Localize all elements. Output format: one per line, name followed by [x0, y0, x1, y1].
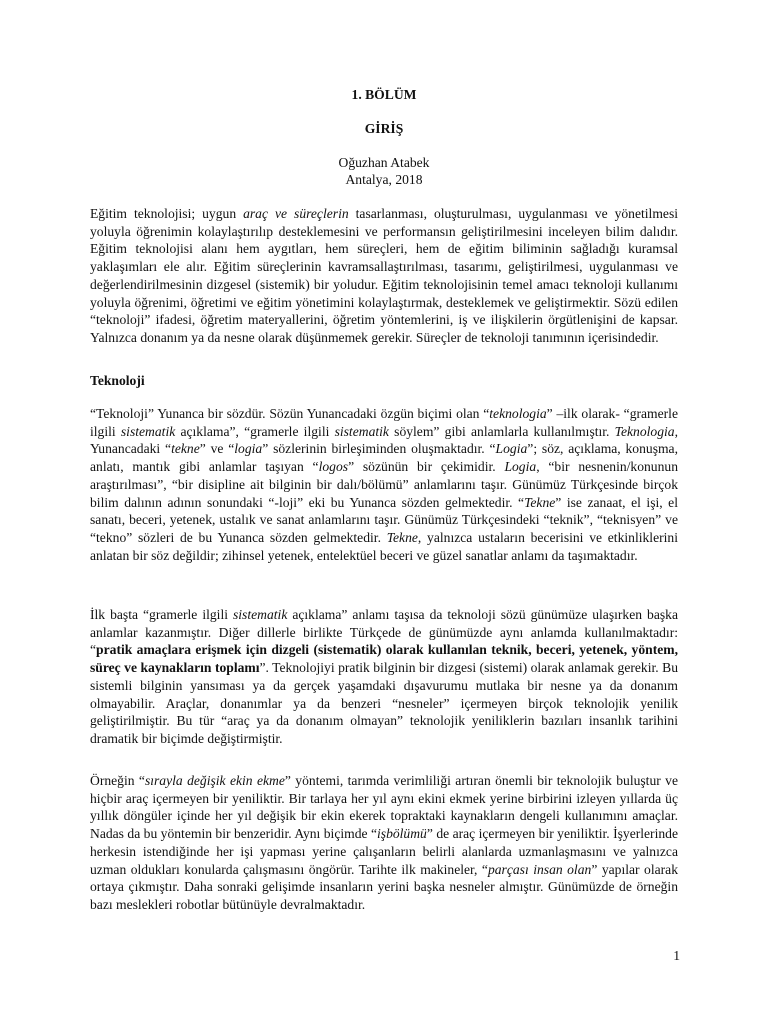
text-run: İlk başta “gramerle ilgili: [90, 607, 233, 622]
place-date: Antalya, 2018: [345, 172, 423, 187]
author-name: Oğuzhan Atabek: [338, 155, 430, 170]
text-run: , Yunancadaki “: [90, 423, 678, 457]
text-run: , yalnızca ustaların becerisini ve etkinliklerini anlatan bir söz değildir; zihinsel yetenek, entelektüel beceri ve güzel sanatlar anlamı da taşımaktadır.: [90, 529, 678, 563]
emphasis-italic-text: sistematik: [120, 423, 176, 439]
paragraph-modern-meaning: [90, 606, 678, 748]
text-run: Eğitim teknolojisi; uygun: [90, 206, 244, 221]
text-run: ”; söz, açıklama, konuşma, anlatı, mantık gibi anlamlar taşıyan “: [90, 441, 678, 475]
emphasis-italic-text: Tekne: [524, 494, 556, 510]
section-heading: Teknoloji: [90, 373, 145, 388]
text-run: söylem” gibi anlamlarla kullanılmıştır.: [388, 423, 615, 439]
emphasis-italic-text: Logia: [495, 441, 528, 457]
text-run: ”. Teknolojiyi pratik bilginin bir dizgesi (sistemi) olarak anlamak gerekir. Bu sistemli bilginin yansıması ya da gerçek yaşamdaki dışavurumu mutlaka bir nesne ya da donanım olmayabilir. Araçlar, donanımlar ya da benzeri “nesneler” içermeyen birçok teknolojik yenilik geliştirilmiştir. Bu tür “araç ya da donanım olmayan” teknolojik yeniliklerin bazıları insanlık tarihini dramatik bir biçimde değiştirmiştir.: [90, 660, 678, 746]
emphasis-italic-text: sistematik: [334, 423, 389, 439]
text-run: ” sözlerinin birleşiminden oluşmaktadır. “: [262, 441, 496, 457]
text-run: ” ise zanaat, el işi, el sanatı, beceri, yetenek, ustalık ve sanat anlamlarını taşır. Günümüz Türkçesindeki “teknik”, “teknisyen” ve “tekno” sözleri de bu Yunanca sözden gelmektedir.: [90, 494, 678, 545]
text-run: açıklama” anlamı taşısa da teknoloji sözü günümüze ulaşırken başka anlamlar kazanmıştır. Diğer dillerle birlikte Türkçede de günümüzde aynı anlamda kullanılmaktadır: “: [90, 607, 678, 658]
text-run: ” ve “: [199, 441, 235, 457]
intro-paragraph: [90, 205, 678, 347]
paragraph-examples: [90, 772, 678, 914]
chapter-label: 1. BÖLÜM: [351, 87, 417, 102]
text-run: ” yöntemi, tarımda verimliliği artıran önemli bir teknolojik buluştur ve hiçbir araç içermeyen bir yeniliktir. Bir tarlaya her yıl aynı ekini ekmek yerine birbirini izleyen yıllarda üç yıllık döngüler içinde her yıl değişik bir ekin ekerek topraktaki kaynakların dengeli kullanımını amaçlar. Nadas da bu yöntemin bir benzeridir. Aynı biçimde “: [90, 773, 678, 842]
text-run: ” –ilk olarak- “gramerle ilgili: [90, 406, 678, 439]
emphasis-italic-text: araç ve süreçlerin: [243, 206, 349, 221]
emphasis-italic-text: işbölümü: [377, 826, 427, 842]
emphasis-italic-text: Tekne: [386, 529, 418, 545]
emphasis-italic-text: parçası insan olan: [487, 861, 592, 877]
text-run: ” yapılar olarak ortaya çıkmıştır. Daha sonraki gelişimde insanların yerini başka nesneler almıştır. Günümüzde de örneğin bazı meslekleri robotlar bütünüyle devralmaktadır.: [90, 861, 678, 912]
text-run: ” sözünün bir çekimidir.: [348, 459, 505, 475]
text-run: tasarlanması, oluşturulması, uygulanması ve yönetilmesi yoluyla öğrenimin kolaylaştırılıp desteklemesini ve performansın geliştirilmesini inceleyen bilim dalıdır. Eğitim teknolojisi alanı hem aygıtları, hem süreçleri, hem de eğitim biliminin sağladığı kuramsal yaklaşımları ele alır. Eğitim süreçlerinin kavramsallaştırılması, tasarımı, geliştirilmesi, uygulanması ve değerlendirilmesinin dizgesel (sistemik) bir yoludur. Eğitim teknolojisinin temel amacı teknoloji kullanımı yoluyla öğrenimi, öğretimi ve eğitim yönetimini kolaylaştırmak, desteklemek ve geliştirmektir. Sözü edilen “teknoloji” ifadesi, öğretim materyallerini, öğretim yöntemlerini, iş ve ilişkilerin örgütlenişini de kapsar. Yalnızca donanım ya da nesne olarak düşünmemek gerekir. Süreçler de teknoloji tanımının içerisindedir.: [90, 206, 679, 345]
text-run: açıklama”, “gramerle ilgili: [175, 423, 335, 439]
text-run: , “bir nesnenin/konunun araştırılması”, “bir disipline ait bilginin bir dalı/bölümü” anlamlarını taşır. Günümüz Türkçesinde birçok bilim dalının adının sonundaki “-loji” eki bu Yunanca sözden gelmektedir. “: [90, 459, 678, 510]
page-number: 1: [673, 948, 680, 963]
emphasis-italic-text: sırayla değişik ekin ekme: [144, 773, 285, 788]
paragraph-teknoloji-etymology: [90, 405, 678, 564]
emphasis-italic-text: Logia: [504, 459, 537, 475]
emphasis-italic-text: teknologia: [489, 406, 547, 421]
text-run: Örneğin “: [90, 773, 145, 788]
chapter-title: GİRİŞ: [364, 121, 404, 136]
emphasis-italic-text: tekne: [171, 441, 200, 457]
text-run: “Teknoloji” Yunanca bir sözdür. Sözün Yunancadaki özgün biçimi olan “: [90, 406, 490, 421]
emphasis-italic-text: logia: [234, 441, 263, 457]
text-run: ” de araç içermeyen bir yeniliktir. İşyerlerinde herkesin istendiğinde her işi yapması yerine çalışanların belirli alanlarda uzmanlaşmasını ve yalnızca uzman oldukları konularda çalışmasını öngörür. Tarihte ilk makineler, “: [90, 826, 678, 877]
emphasis-italic-text: logos: [318, 459, 349, 475]
emphasis-bold-text: pratik amaçlara erişmek için dizgeli (sistematik) olarak kullanılan teknik, beceri, yetenek, yöntem, süreç ve kaynakların toplamı: [90, 642, 678, 676]
emphasis-italic-text: sistematik: [232, 607, 288, 622]
emphasis-italic-text: Teknologia: [614, 423, 675, 439]
